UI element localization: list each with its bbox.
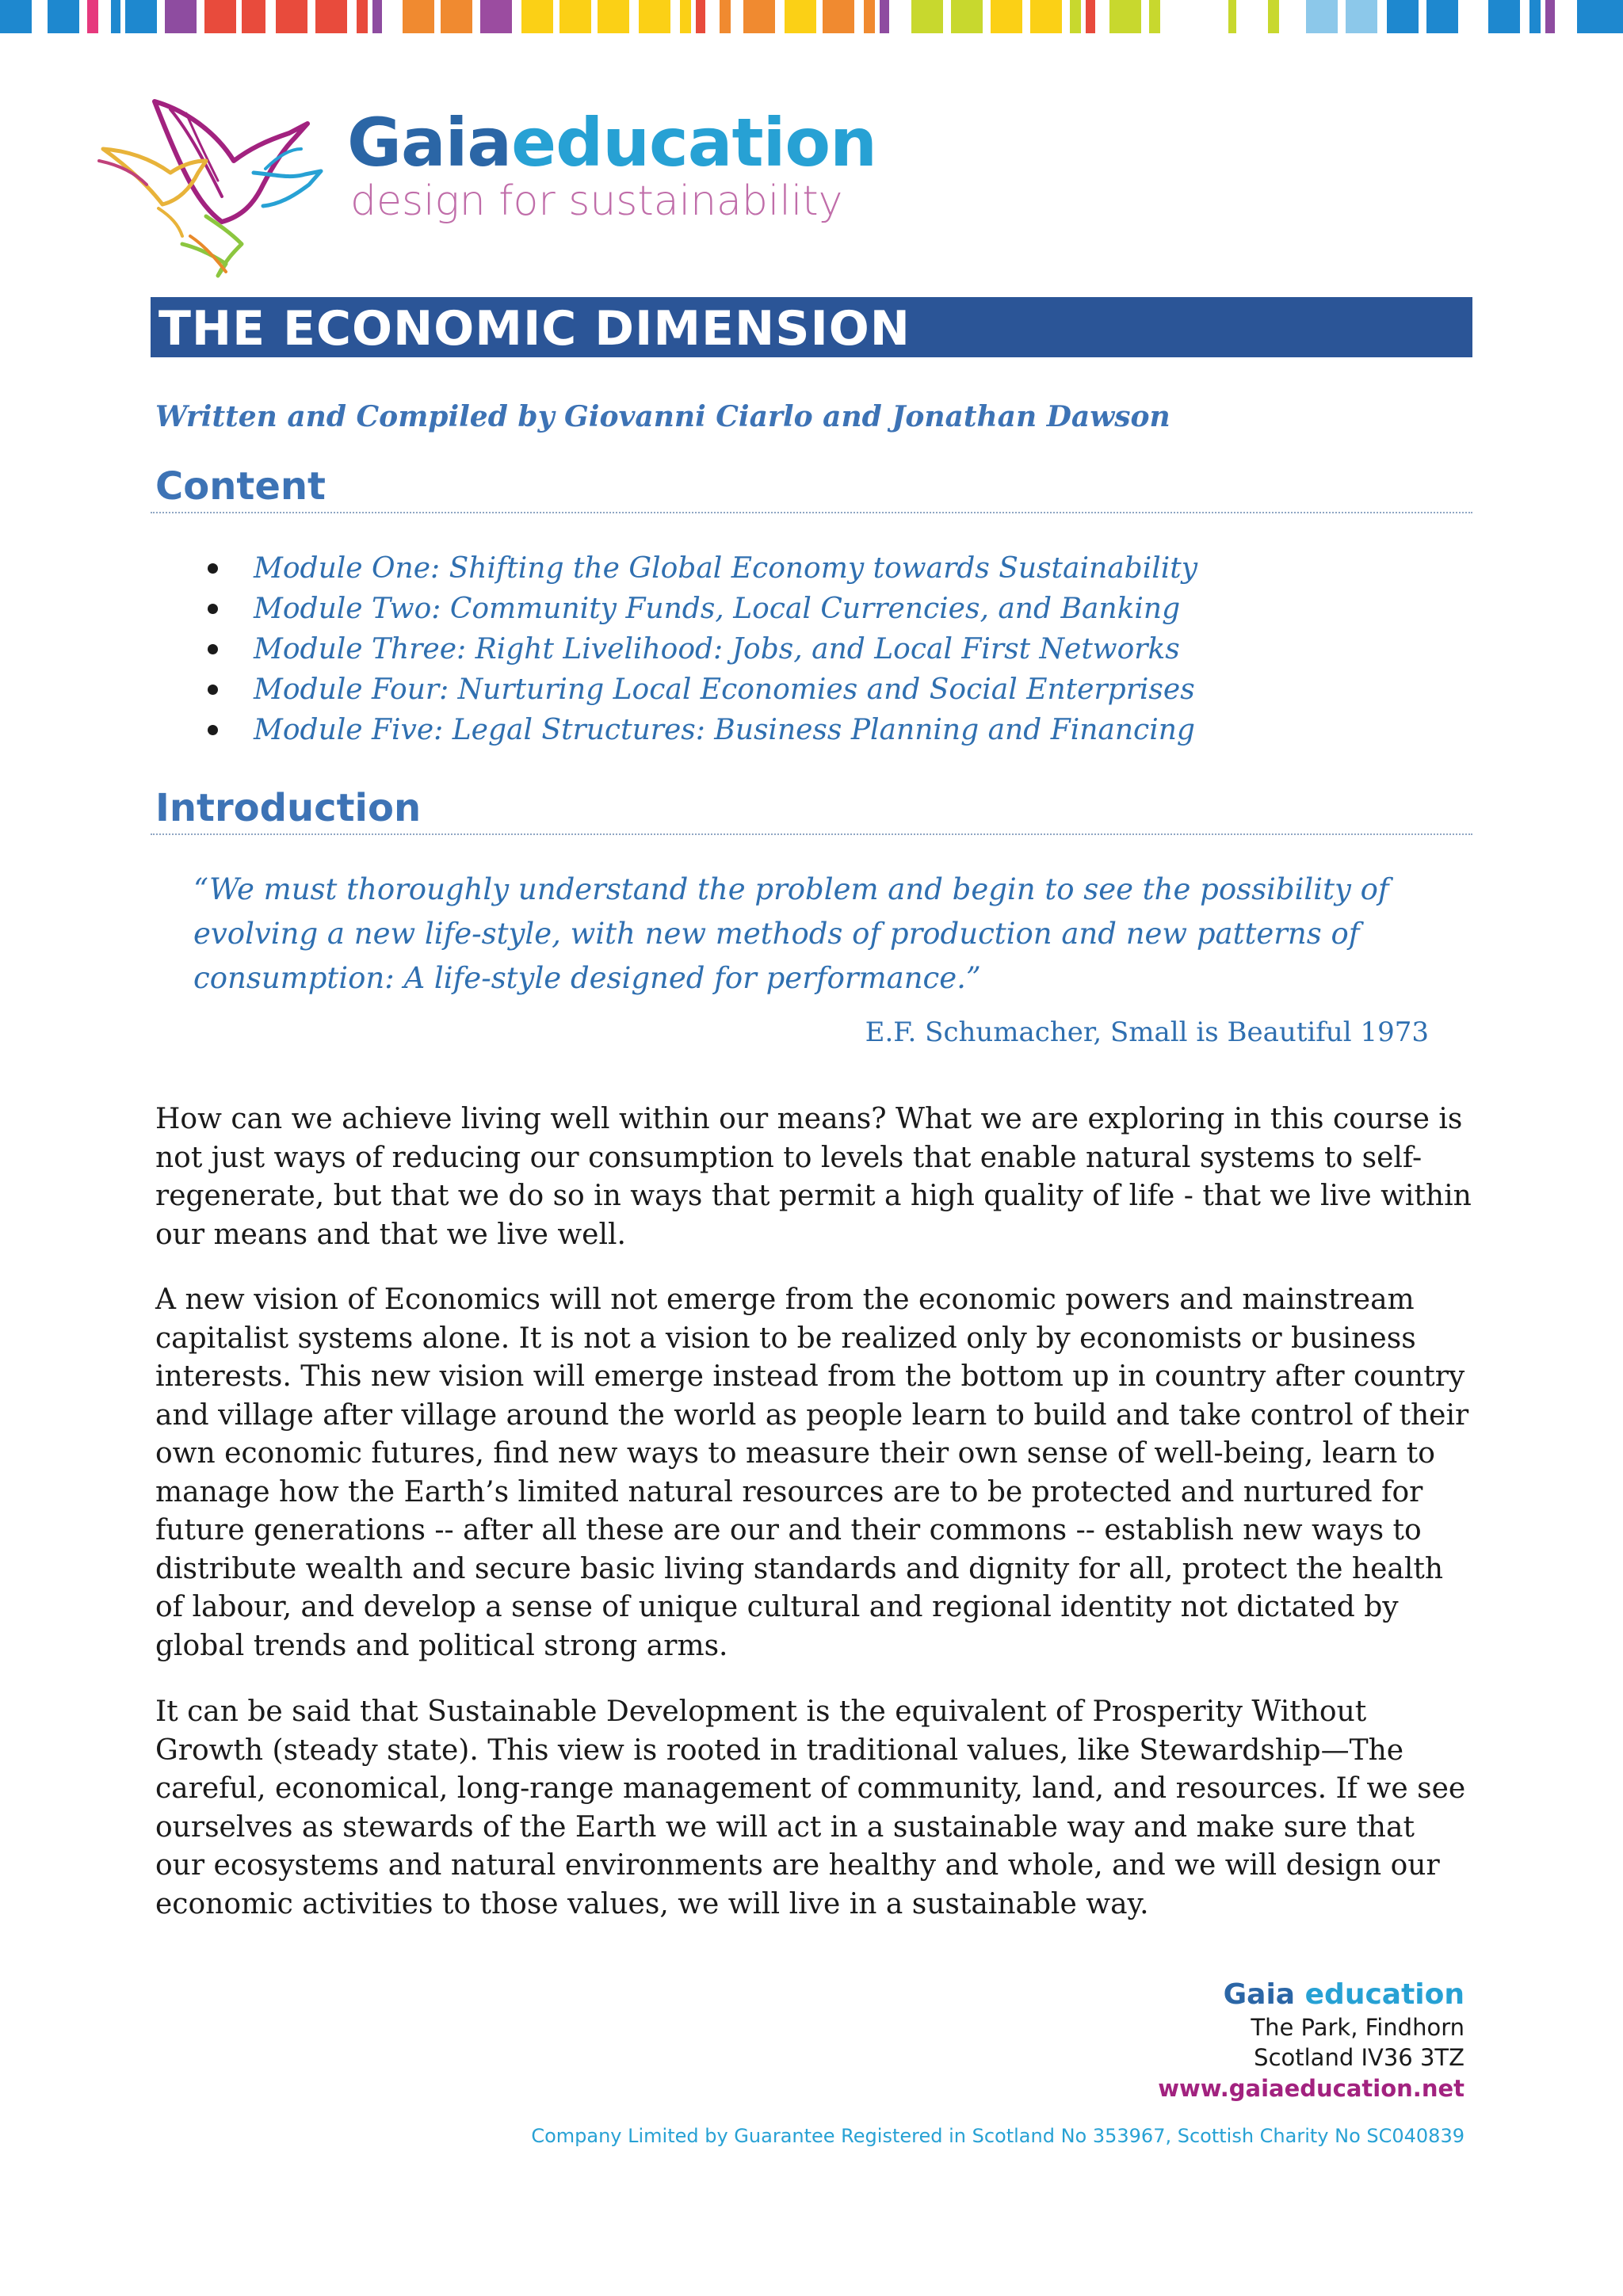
stripe-segment xyxy=(1268,0,1279,33)
stripe-segment xyxy=(0,0,32,33)
intro-paragraph-3 xyxy=(155,1693,1472,1924)
stripe-segment xyxy=(276,0,307,33)
stripe-segment xyxy=(204,0,236,33)
stripe-segment xyxy=(639,0,670,33)
brand-tagline: design for sustainability xyxy=(350,177,843,225)
birds-logo-icon xyxy=(95,86,349,284)
brand-name xyxy=(347,104,876,181)
stripe-segment xyxy=(48,0,79,33)
stripe-segment xyxy=(1545,0,1555,33)
module-label: Module Four: Nurturing Local Economies and Social Enterprises xyxy=(254,673,1195,706)
stripe-segment xyxy=(1346,0,1377,33)
stripe-segment xyxy=(480,0,512,33)
gaia-education-logo xyxy=(95,86,876,284)
stripe-segment xyxy=(1529,0,1541,33)
module-label: Module Five: Legal Structures: Business Planning and Financing xyxy=(254,714,1195,746)
stripe-segment xyxy=(372,0,382,33)
footer-address-line2: Scotland IV36 3TZ xyxy=(1254,2044,1465,2071)
stripe-segment xyxy=(951,0,983,33)
stripe-segment xyxy=(357,0,368,33)
stripe-segment xyxy=(403,0,434,33)
list-item xyxy=(190,669,1197,710)
introduction-heading: Introduction xyxy=(155,786,422,830)
stripe-segment xyxy=(823,0,854,33)
module-label: Module Three: Right Livelihood: Jobs, and Local First Networks xyxy=(254,633,1180,666)
stripe-segment xyxy=(864,0,875,33)
paragraph-text: How can we achieve living well within our means? What we are exploring in this course is not just ways of reducing our consumption to levels that enable natural systems to self-regenerate, but that we do so in ways that permit a high quality of life - that we live within our means and that we live well. xyxy=(155,1103,1472,1251)
stripe-segment xyxy=(880,0,889,33)
list-item xyxy=(190,589,1197,629)
stripe-segment xyxy=(1426,0,1458,33)
title-bar xyxy=(151,297,1472,357)
content-divider xyxy=(151,512,1472,513)
module-label: Module Two: Community Funds, Local Currencies, and Banking xyxy=(254,593,1181,625)
footer-legal-notice: Company Limited by Guarantee Registered in Scotland No 353967, Scottish Charity No SC040839 xyxy=(531,2125,1465,2147)
stripe-segment xyxy=(559,0,591,33)
stripe-segment xyxy=(1109,0,1141,33)
byline: Written and Compiled by Giovanni Ciarlo and Jonathan Dawson xyxy=(155,400,1170,433)
stripe-segment xyxy=(991,0,1022,33)
stripe-segment xyxy=(696,0,705,33)
stripe-segment xyxy=(1488,0,1520,33)
intro-paragraph-2 xyxy=(155,1281,1472,1665)
module-label: Module One: Shifting the Global Economy towards Sustainability xyxy=(254,552,1198,585)
stripe-segment xyxy=(680,0,691,33)
list-item xyxy=(190,629,1197,669)
stripe-segment xyxy=(911,0,943,33)
footer-address-block xyxy=(1158,1978,1465,2104)
stripe-segment xyxy=(1228,0,1236,33)
footer-logo xyxy=(1158,1978,1465,2012)
paragraph-text: A new vision of Economics will not emerge from the economic powers and mainstream capitalist systems alone. It is not a vision to be realized only by economists or business interests. This new vision will emerge instead from the bottom up in country after country and village after village around the world as people learn to build and take control of their own economic futures, find new ways to measure their own sense of well-being, learn to manage how the Earth’s limited natural resources are to be protected and nurtured for future generations -- after all these are our and their commons -- establish new ways to distribute wealth and secure basic living standards and dignity for all, protect the health of labour, and develop a sense of unique cultural and regional identity not dictated by global trends and political strong arms. xyxy=(155,1283,1469,1662)
stripe-segment xyxy=(111,0,120,33)
document-title: THE ECONOMIC DIMENSION xyxy=(158,301,911,357)
bullet-icon xyxy=(208,644,218,654)
footer-logo-part1: Gaia xyxy=(1223,1978,1296,2011)
stripe-segment xyxy=(521,0,553,33)
bullet-icon xyxy=(208,563,218,574)
stripe-segment xyxy=(165,0,197,33)
stripe-segment xyxy=(1306,0,1338,33)
stripe-segment xyxy=(441,0,472,33)
stripe-segment xyxy=(1070,0,1081,33)
brand-name-part2: education xyxy=(511,104,876,181)
paragraph-text: It can be said that Sustainable Development is the equivalent of Prosperity Without Growth (steady state). This view is rooted in traditional values, like Stewardship—The careful, economical, long-range management of community, land, and resources. If we see ourselves as stewards of the Earth we will act in a sustainable way and make sure that our ecosystems and natural environments are healthy and whole, and we will design our economic activities to those values, we will live in a sustainable way. xyxy=(155,1695,1466,1920)
stripe-segment xyxy=(1149,0,1160,33)
footer-website-link[interactable]: www.gaiaeducation.net xyxy=(1158,2075,1465,2102)
stripe-segment xyxy=(242,0,265,33)
stripe-segment xyxy=(1387,0,1419,33)
quote-citation: E.F. Schumacher, Small is Beautiful 1973 xyxy=(865,1016,1429,1048)
stripe-segment xyxy=(720,0,731,33)
list-item xyxy=(190,710,1197,750)
bullet-icon xyxy=(208,604,218,614)
brand-name-part1: Gaia xyxy=(347,104,512,181)
stripe-segment xyxy=(1086,0,1095,33)
introduction-divider xyxy=(151,833,1472,835)
intro-paragraph-1 xyxy=(155,1100,1472,1254)
top-color-stripe xyxy=(0,0,1623,33)
stripe-segment xyxy=(125,0,157,33)
stripe-segment xyxy=(87,0,98,33)
list-item xyxy=(190,548,1197,589)
stripe-segment xyxy=(1577,0,1623,33)
bullet-icon xyxy=(208,725,218,735)
stripe-segment xyxy=(743,0,775,33)
module-list xyxy=(190,548,1197,750)
stripe-segment xyxy=(785,0,816,33)
footer-address-line1: The Park, Findhorn xyxy=(1251,2014,1465,2041)
stripe-segment xyxy=(598,0,629,33)
stripe-segment xyxy=(1030,0,1062,33)
footer-logo-part2: education xyxy=(1304,1978,1465,2011)
bullet-icon xyxy=(208,685,218,695)
schumacher-quote: “We must thoroughly understand the problem and begin to see the possibility of evolving a new life-style, with new methods of production and new patterns of consumption: A life-style designed for performance.” xyxy=(193,872,1389,995)
content-heading: Content xyxy=(155,464,326,509)
stripe-segment xyxy=(315,0,347,33)
